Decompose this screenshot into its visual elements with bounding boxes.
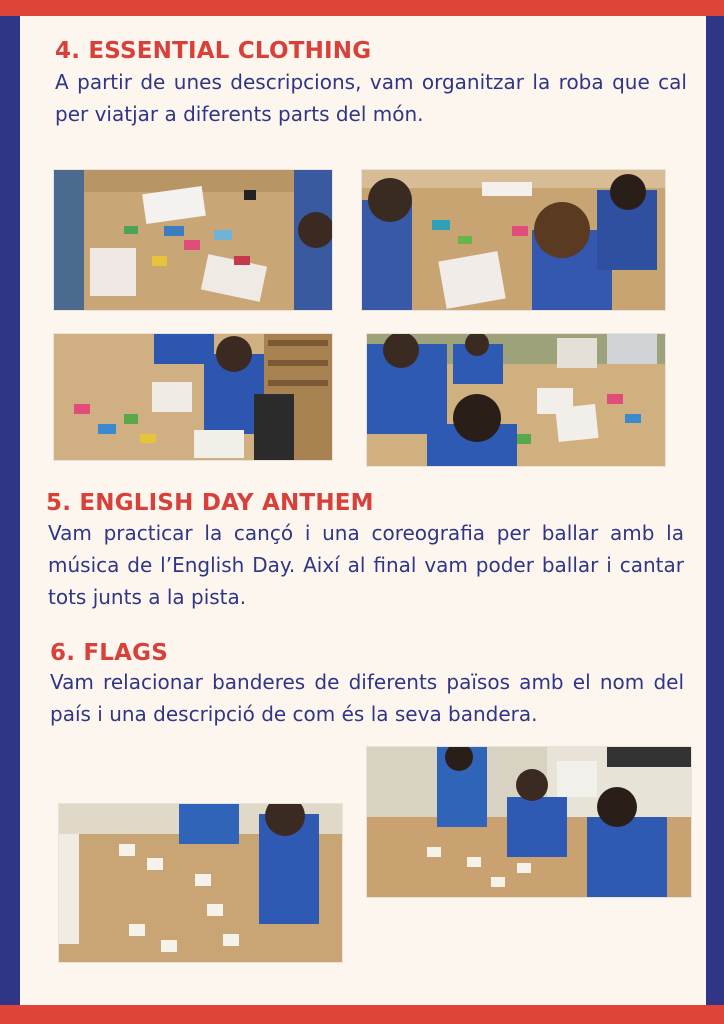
section-5-text: Vam practicar la cançó i una coreografia per ballar amb la música de l’English Day. Així al final vam poder ballar i cantar tots junts a la pista.	[48, 521, 684, 609]
photo-clothing-activity-3	[54, 334, 332, 460]
photo-flags-activity-2	[59, 804, 342, 962]
right-border-bar	[706, 16, 724, 1005]
section-4-text: A partir de unes descripcions, vam organitzar la roba que cal per viatjar a diferents parts del món.	[55, 70, 687, 126]
photo-flags-activity-1	[367, 747, 691, 897]
left-border-bar	[0, 16, 20, 1005]
photo-clothing-activity-1	[54, 170, 332, 310]
section-6-text: Vam relacionar banderes de diferents països amb el nom del país i una descripció de com és la seva bandera.	[50, 670, 684, 726]
top-border-bar	[0, 0, 724, 16]
section-5-title: 5. ENGLISH DAY ANTHEM	[46, 490, 374, 516]
photo-clothing-activity-2	[362, 170, 665, 310]
photo-clothing-activity-4	[367, 334, 665, 466]
bottom-border-bar	[0, 1005, 724, 1024]
section-4-title: 4. ESSENTIAL CLOTHING	[55, 38, 372, 64]
section-6-title: 6. FLAGS	[50, 640, 168, 666]
